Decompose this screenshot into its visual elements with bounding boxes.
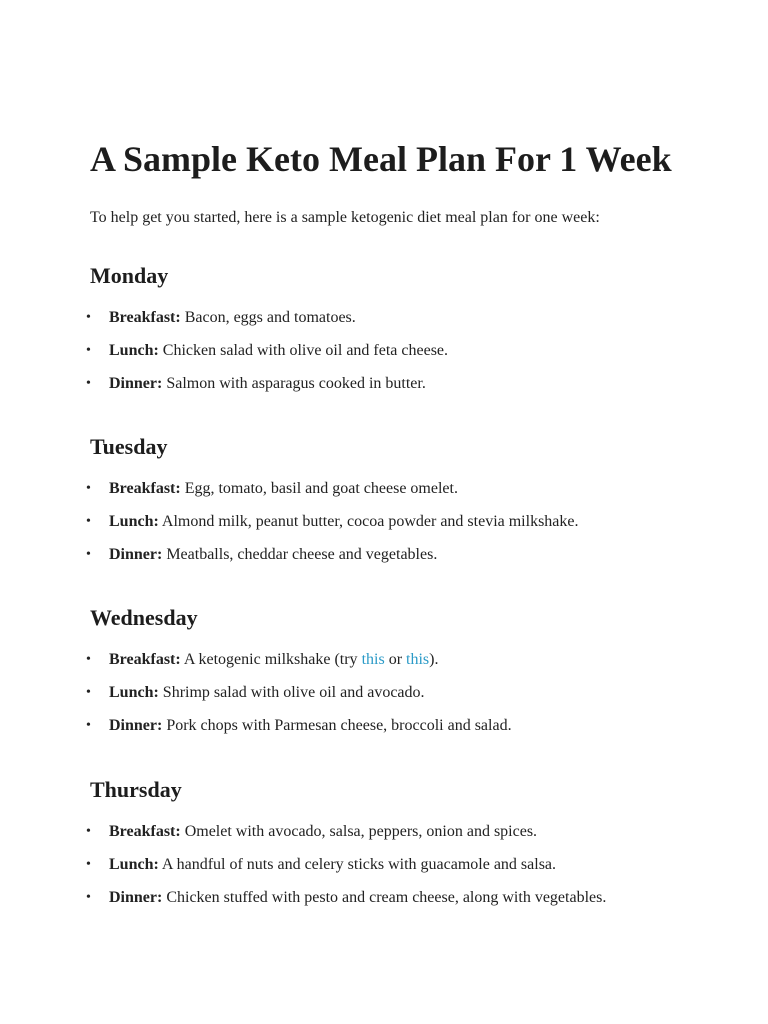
- day-heading: Tuesday: [90, 434, 168, 459]
- bullet-icon: •: [86, 481, 91, 496]
- bullet-icon: •: [86, 514, 91, 529]
- meal-description: Omelet with avocado, salsa, peppers, onion and spices.: [180, 823, 538, 840]
- meal-label: Lunch:: [109, 684, 159, 701]
- bullet-icon: •: [86, 376, 91, 391]
- bullet-icon: •: [86, 310, 91, 325]
- bullet-icon: •: [86, 343, 91, 358]
- meal-label: Breakfast:: [109, 651, 181, 668]
- meal-description: Bacon, eggs and tomatoes.: [180, 309, 356, 326]
- meal-description: Pork chops with Parmesan cheese, broccoli and salad.: [162, 717, 512, 734]
- recipe-link-1[interactable]: this: [361, 651, 385, 668]
- meal-description: Chicken stuffed with pesto and cream cheese, along with vegetables.: [162, 889, 607, 906]
- meal-label: Lunch:: [109, 513, 159, 530]
- meal-label: Breakfast:: [109, 480, 181, 497]
- bullet-icon: •: [86, 857, 91, 872]
- meal-description: Almond milk, peanut butter, cocoa powder and stevia milkshake.: [158, 513, 579, 530]
- meal-label: Dinner:: [109, 717, 163, 734]
- day-section-thursday: [86, 776, 730, 906]
- day-heading: Thursday: [90, 777, 182, 802]
- meal-description: Chicken salad with olive oil and feta cheese.: [158, 342, 449, 359]
- day-heading: Wednesday: [90, 605, 198, 630]
- day-heading: Monday: [90, 263, 169, 288]
- meal-description: A handful of nuts and celery sticks with guacamole and salsa.: [158, 856, 557, 873]
- meal-description: Salmon with asparagus cooked in butter.: [162, 375, 426, 392]
- meal-label: Lunch:: [109, 856, 159, 873]
- meal-description: Meatballs, cheddar cheese and vegetables.: [162, 546, 438, 563]
- intro-paragraph: To help get you started, here is a sample ketogenic diet meal plan for one week:: [90, 209, 600, 226]
- meal-label: Dinner:: [109, 889, 163, 906]
- meal-description: Shrimp salad with olive oil and avocado.: [158, 684, 425, 701]
- bullet-icon: •: [86, 652, 91, 667]
- meal-label: Breakfast:: [109, 823, 181, 840]
- page-title: A Sample Keto Meal Plan For 1 Week: [90, 139, 672, 179]
- meal-description: ).: [429, 651, 439, 668]
- recipe-link-2[interactable]: this: [406, 651, 430, 668]
- meal-label: Breakfast:: [109, 309, 181, 326]
- bullet-icon: •: [86, 685, 91, 700]
- day-section-wednesday: [86, 604, 730, 734]
- meal-label: Dinner:: [109, 546, 163, 563]
- meal-label: Dinner:: [109, 375, 163, 392]
- bullet-icon: •: [86, 718, 91, 733]
- meal-label: Lunch:: [109, 342, 159, 359]
- bullet-icon: •: [86, 890, 91, 905]
- meal-description: A ketogenic milkshake (try: [180, 651, 362, 668]
- day-section-tuesday: [86, 433, 730, 563]
- meal-description: or: [384, 651, 407, 668]
- bullet-icon: •: [86, 824, 91, 839]
- meal-description: Egg, tomato, basil and goat cheese omelet.: [180, 480, 458, 497]
- day-section-monday: [86, 262, 730, 392]
- bullet-icon: •: [86, 547, 91, 562]
